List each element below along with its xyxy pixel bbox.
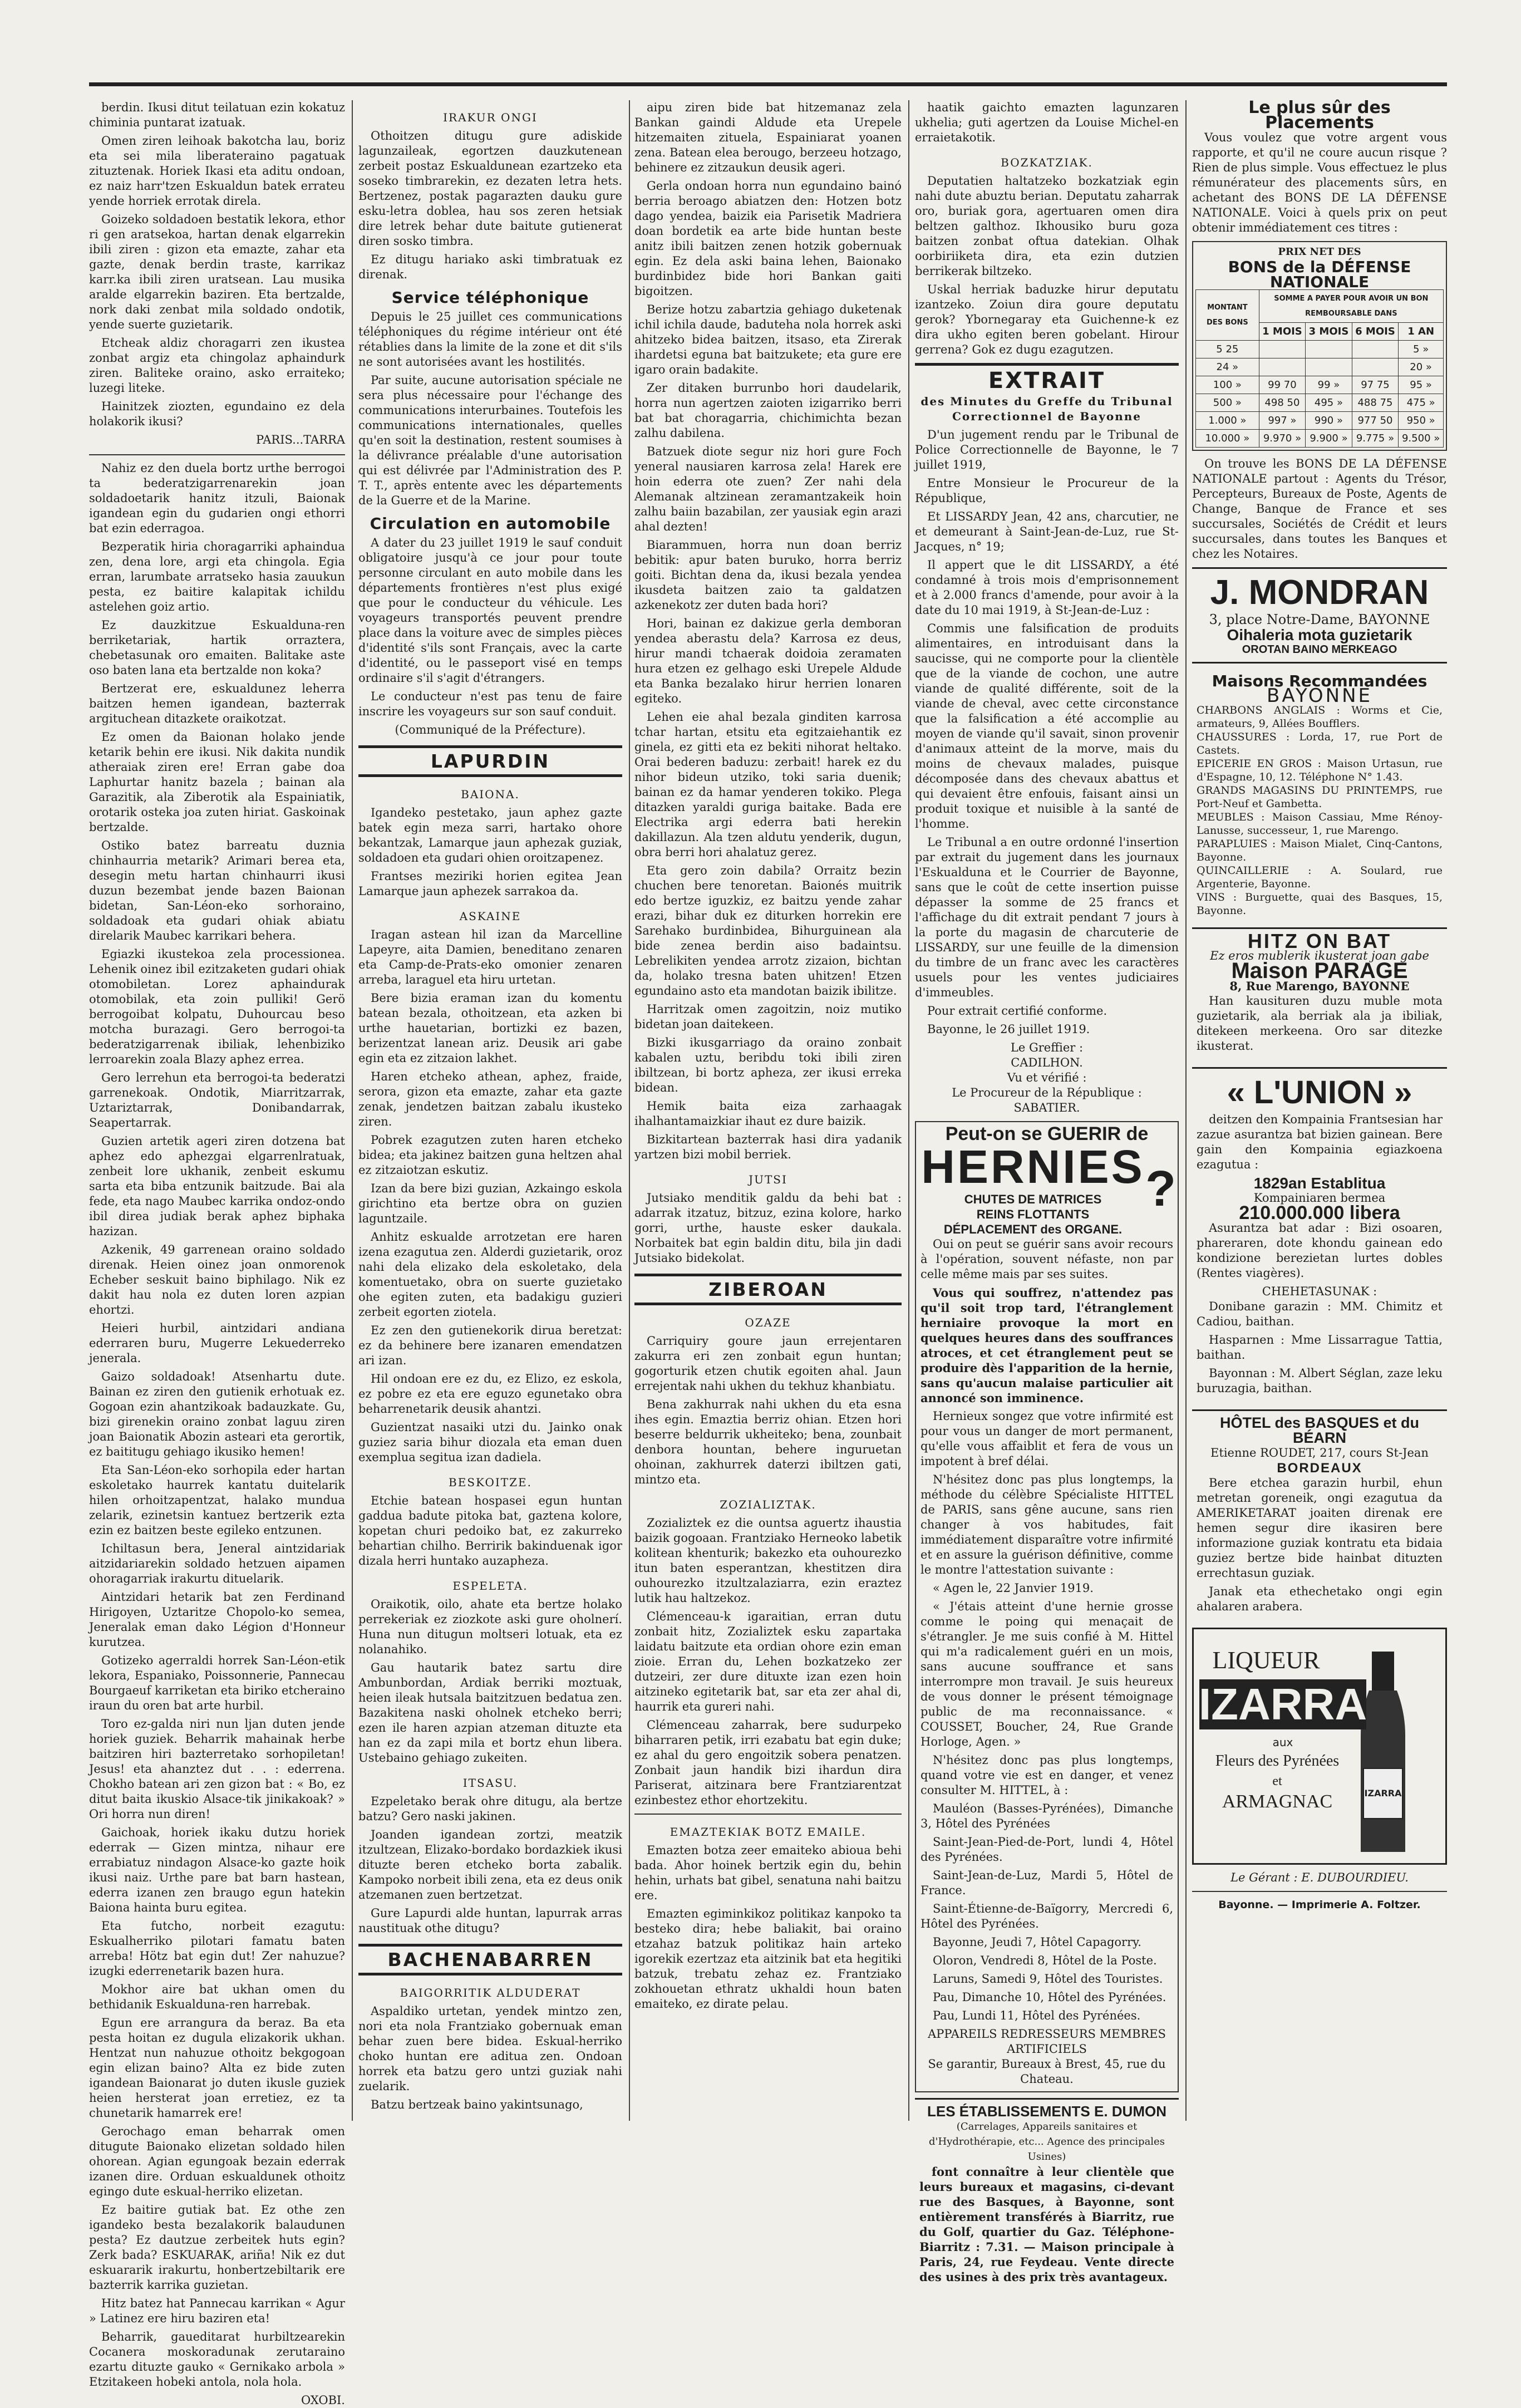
hotel-text: Janak eta ethechetako ongi egin ahalaren arabera. — [1197, 1585, 1443, 1613]
paragraph: Mokhor aire bat ukhan omen du bethidanik Eskualduna-ren harrebak. — [89, 1983, 345, 2011]
paragraph: Biarammuen, horra nun doan berriz bebitik: apur baten buruko, horra berriz goiti. Bichtan dena da, ikusi bezala yendea ikusdeta baitzen zaio ta galdatzen azkenekotz zer duten bada hori? — [634, 538, 902, 612]
mondran-address: 3, place Notre-Dame, BAYONNE — [1209, 612, 1430, 627]
paragraph: Beharrik, gaueditarat hurbiltzearekin Cocanera moskoradunak zerutaraino ezartu dituzte gauko « Gernikako arbola » Etzitakeen hobeki antola, nola hola. — [89, 2330, 345, 2389]
section-kicker: ZOZIALIZTAK. — [720, 1498, 816, 1511]
dumon-ad-text: font connaître à leur clientèle que leurs bureaux et magasins, ci-devant rue des Basques, à Bayonne, sont entièrement transférés à Biarritz, rue du Golf, quartier du Gaz. Téléphone-Biarritz : 7.31. — Maison principale à Paris, 24, rue Feydeau. Vente directe des usines à des prix très avantageux. — [919, 2165, 1174, 2284]
paragraph: Omen ziren leihoak bakotcha lau, boriz eta sei mila liberateraino pagatuak zituztenak. Horiek Ikasi eta aditu ondoan, ez naiz harr'tzen Eskualdun batek errateu yende horriek errotak direla. — [89, 134, 345, 208]
ad-paragraph: N'hésitez donc pas plus longtemps, la méthode du célèbre Spécialiste HITTEL de PARIS, sans gêne aucune, sans rien changer à vos habitudes, fait immédiatement disparaître votre infirmité et en assure la guérison définitive, comme le montre l'attestation suivante : — [921, 1473, 1173, 1576]
paragraph: Et LISSARDY Jean, 42 ans, charcutier, ne et demeurant à Saint-Jean-de-Luz, rue St-Jacques, n° 19; — [915, 510, 1179, 553]
table-row — [1196, 412, 1444, 430]
ad-paragraph: Saint-Étienne-de-Baïgorry, Mercredi 6, Hôtel des Pyrénées. — [921, 1902, 1173, 1930]
section-kicker: IRAKUR ONGI — [443, 111, 538, 124]
paragraph: Ezpeletako berak ohre ditugu, ala bertze batzu? Gero naski jakinen. — [358, 1795, 622, 1823]
table-cell: 20 » — [1399, 358, 1444, 376]
signature: (Communiqué de la Préfecture). — [395, 723, 586, 736]
paragraph: Lehen eie ahal bezala ginditen karrosa tchar hartan, etsitu eta egitzaiehantik ez ginela, ez gitti eta ez bekiti nihorat heltako. Orai bederen baduzu: zerbait! harek ez du nihor bideun utziko, toki saria duenik; bainan ez da hamar yenderen tokiko. Plega ditazken yaraldi guriga baitake. Bada ere Electrika argi ederra bati herekin dakillazun. Ala tzen aldutu yenderik, dugun, obra berri hori ahalatuz gerez. — [634, 710, 902, 859]
paragraph: Deputatien haltatzeko bozkatziak egin nahi dute abuztu berian. Deputatu zaharrak oro, buriak gora, agertuaren omen dira beltzen galthoz. Ikhousiko buru goza baitzen zonbat oftua datekian. Olhak oorbiriiketa dira, eta ezin dutzien berrikerak biltzeko. — [915, 174, 1179, 278]
list-item: CHAUSSURES : Lorda, 17, rue Port de Castets. — [1197, 731, 1443, 756]
maisons-city: BAYONNE — [1267, 685, 1372, 707]
table-cell: 95 » — [1399, 376, 1444, 394]
parage-name: Maison PARAGE — [1231, 959, 1408, 983]
table-row — [1196, 290, 1444, 323]
paragraph: Eta gero zoin dabila? Orraitz bezin chuchen bere tenoretan. Baionés muitrik edo bertze iguzkiz, ez baitzu yende zahar erazi, bihar duk ez diturken horrekin ere Sarehako burdinbidea, Bihurguinean ala bide zenea berdin aiso badaintsu. Lebrelikiten yendea arrotz zizaion, bichtan da, holako tresna baten uhitzen! Etzen egundaino asto eta mandotan baizik ibilitze. — [634, 864, 902, 997]
paragraph: Hori, bainan ez dakizue gerla demboran yendea aberastu dela? Karrosa ez deus, hirur mandi tchaerak doidoia zeramaten hura etzen ez gelhago eski Urepele Aldude eta Banka bezalako hirur herrien lonaren egiteko. — [634, 617, 902, 705]
paragraph: Eta futcho, norbeit ezagutu: Eskualherriko pilotari famatu baten arreba! Hötz bat egin dut! Zer nahuzue? izugki ederrenetarik bazen hura. — [89, 1919, 345, 1978]
ad-paragraph: Saint-Jean-de-Luz, Mardi 5, Hôtel de France. — [921, 1869, 1173, 1897]
bons-title: BONS de la DÉFENSE NATIONALE — [1228, 258, 1411, 291]
parage-headline: HITZ ON BAT — [1247, 930, 1392, 952]
paragraph: Le conducteur n'est pas tenu de faire inscrire les voyageurs sur son sauf conduit. — [358, 690, 622, 718]
union-text: Asurantza bat adar : Bizi osoaren, phareraren, dote khondu gainean edo kondizione berezietan lurtes dobles (Rentes viagères). — [1197, 1221, 1443, 1280]
ad-paragraph: « J'étais atteint d'une hernie grosse comme le poing qui menaçait de s'étrangler. Je me suis confié à M. Hittel qui m'a radicalement guéri en un mois, sans aucune souffrance et sans interrompre mon travail. Je suis heureux de vous donner le présent témoignage public de ma reconnaissance. « COUSSET, Boucher, 24, Rue Grande Horloge, Agen. » — [921, 1600, 1173, 1748]
paragraph: Bizkitartean bazterrak hasi dira yadanik yartzen bizi mobil berriek. — [634, 1133, 902, 1161]
paragraph: Gaichoak, horiek ikaku dutzu horiek ederrak — Gizen mintza, nihaur ere errabiatuz nindagon Alsace-ko gazte hoik ikusi naiz. Urthe pare bat barn hastean, ederra izanen zen braugo egun hatekin Baiona hainta buru egitea. — [89, 1826, 345, 1914]
section-kicker: ITSASU. — [462, 1776, 518, 1790]
izarra-aux: aux — [1272, 1736, 1293, 1749]
paragraph: Emazten egiminkikoz politikaz kanpoko ta besteko dira; hebe baliakit, bai oraino etzahaz batzuk politikaz hain arteko igorekik ezertzaz eta aitzinik bat eta hegitiki batzuk, trebatu zehaz ez. Frantziako zokhouetan ethratz ukhaldi houn baten emaiteko, ez dirate pelau. — [634, 1907, 902, 2011]
table-row — [1196, 376, 1444, 394]
table-cell: 5 » — [1399, 341, 1444, 358]
column-5 — [1192, 100, 1447, 2115]
paragraph: aipu ziren bide bat hitzemanaz zela Bankan gaindi Aldude eta Urepele hitzemaiten zituela, Espainiarat yoanen zena. Batean elea berougo, berzeeu hotzago, behinere ez zitzaukun deusik ageri. — [634, 101, 902, 174]
paragraph: Joanden igandean zortzi, meatzik itzultzean, Elizako-bordako bordazkiek ikusi dituzte beren etcheko borta zabalik. Kampoko norbeit ibili zena, eta ez deus onik atzemanen zuen bertzetzat. — [358, 1828, 622, 1901]
izarra-brand: IZARRA — [1198, 1679, 1367, 1729]
list-item: QUINCAILLERIE : A. Soulard, rue Argenterie, Bayonne. — [1197, 864, 1443, 890]
hernies-ad-sub: DÉPLACEMENT des ORGANE. — [943, 1222, 1123, 1236]
paragraph: Zer ditaken burrunbo hori daudelarik, horra nun agertzen zaioten izigarriko berri bat bat choragarria, chichimichta bezan zalhu dabilena. — [634, 381, 902, 440]
divider — [915, 363, 1179, 366]
izarra-line: ARMAGNAC — [1222, 1791, 1333, 1812]
table-cell — [1352, 358, 1399, 376]
paragraph: Bere bizia eraman izan du komentu batean bezala, othoitzean, eta azken bi urthe hauetarian, bortizki ez bazen, berizentzat lanean ariz. Deusik ari gabe egin eta ez zitzaion lakhet. — [358, 991, 622, 1065]
union-agent: Donibane garazin : MM. Chimitz et Cadiou, baithan. — [1197, 1300, 1443, 1328]
maisons-title: Maisons Recommandées — [1212, 672, 1428, 690]
dumon-ad-sub: (Carrelages, Appareils sanitaires et d'Hydrothérapie, etc... Agence des principales Usines) — [929, 2121, 1165, 2163]
table-cell: 475 » — [1399, 394, 1444, 412]
paragraph: Gerla ondoan horra nun egundaino bainó berria beroago abiatzen den: Hotzen botz dago yendea, baizik eia Parisetik Madriera doan bordetik ea arte bide huntan beste anitz ibili baitzen zenen hotzik gobernuak egin. Ez dela aski baina lehen, Baionako burdinbidez bide hori Bankan gaiti bigoitzen. — [634, 179, 902, 298]
paragraph: Ostiko batez barreatu duznia chinhaurria metarik? Arimari berea eta, desegin metu hartan chinhaurri ikusi duzun bezembat jende bazen Baionan bidetan, San-Léon-eko sorhoraino, soldadoak eta gudari ohiak abiatu direlarik Maubec karrikari behera. — [89, 839, 345, 942]
paragraph: Pour extrait certifié conforme. — [927, 1004, 1107, 1018]
mondran-ad — [1192, 567, 1447, 664]
ad-paragraph: Mauléon (Basses-Pyrénées), Dimanche 3, Hôtel des Pyrénées — [921, 1802, 1173, 1830]
paragraph: Gure Lapurdi alde huntan, lapurrak arras naustituak othe ditugu? — [358, 1906, 622, 1935]
mondran-slogan: Oihaleria mota guzietarik — [1227, 626, 1412, 643]
list-item: PARAPLUIES : Maison Mialet, Cinq-Cantons, Bayonne. — [1197, 838, 1443, 863]
paragraph: Gau hautarik batez sartu dire Ambunbordan, Ardiak berriki moztuak, heien ileak hutsala baitzitzuen bedatua zen. Bazakitena naski oholnek etcheko berri; ezen ile haren azpian atzeman dituzte eta han ez da zapi mila et bortz ehun libera. Ustebaino gehiago zukeiten. — [358, 1661, 622, 1765]
paragraph: Ez omen da Baionan holako jende ketarik behin ere ikusi. Nik dakita nundik atheraiak ziren ere! Erran gabe doa Laphurtar hanitz bazela ; bainan ala Garazitik, ala Ziberotik ala Espainiatik, orotarik osteka joa zuten hiriat. Gaskoinak bertzalde. — [89, 730, 345, 834]
table-cell: 498 50 — [1259, 394, 1306, 412]
table-cell — [1259, 358, 1306, 376]
column-divider — [629, 100, 630, 2121]
paragraph: Bizki ikusgarriago da oraino zonbait kabalen uztu, beribdu toki ibili ziren ibiltzean, bi bortz apheza, zer ikusi erreka bidean. — [634, 1036, 902, 1094]
ad-paragraph: Laruns, Samedi 9, Hôtel des Touristes. — [933, 1972, 1163, 1986]
list-item: VINS : Burguette, quai des Basques, 15, Bayonne. — [1197, 891, 1443, 917]
parage-text: Han kausituren duzu muble mota guzietarik, ala berriak ala ja ibiliak, ditekeen merkeena. Oro sar ditezke ikusterat. — [1197, 994, 1443, 1053]
newspaper-page — [89, 78, 1447, 2407]
izarra-line: Fleurs des Pyrénées — [1215, 1752, 1340, 1770]
gerant-line: Le Gérant : E. DUBOURDIEU. — [1230, 1871, 1409, 1884]
divider — [89, 454, 345, 455]
paragraph: Bezperatik hiria choragarriki aphaindua zen, dena lore, argi eta chingola. Egia erran, larumbate arratseko hasia zauukun pesta, ez baitire kalapitak ichildu astelehen goiz artio. — [89, 540, 345, 613]
parage-ad — [1192, 927, 1447, 1062]
paragraph: Batzu bertzeak baino yakintsunago, — [371, 2098, 583, 2111]
paragraph: Etcheak aldiz choragarri zen ikustea zonbat argiz eta chingolaz aphaindurk ziren. Baliteke oraino, asko erraiteko; luzegi liteke. — [89, 336, 345, 395]
table-row — [1196, 430, 1444, 448]
hernies-ad-title: HERNIES — [921, 1141, 1145, 1193]
hotel-ad — [1192, 1409, 1447, 1622]
izarra-liqueur: LIQUEUR — [1212, 1647, 1320, 1674]
paragraph: Haren etcheko athean, aphez, fraide, serora, gizon eta emazte, zahar eta gazte zenak, jendetzen baitzan zabalu ikusteko ziren. — [358, 1070, 622, 1128]
paragraph: Gotizeko agerraldi horrek San-Léon-etik lekora, Espaniako, Poissonnerie, Pannecau Bourgaeuf karriketan eta biriko etcheraino iraun du oren bat arte hurbil. — [89, 1654, 345, 1712]
section-kicker: EMAZTEKIAK BOTZ EMAILE. — [670, 1825, 867, 1839]
paragraph: Le Tribunal a en outre ordonné l'insertion par extrait du jugement dans les journaux l'Eskualduna et le Courrier de Bayonne, sans que le coût de cette insertion puisse dépasser la somme de 25 francs et l'affichage du dit extrait pendant 7 jours à la porte du magasin de charcuterie de LISSARDY, sur une feuille de la dimension du timbre de un franc avec les caractères usuels pour les ventes judiciaires d'immeubles. — [915, 836, 1179, 999]
table-cell: 99 » — [1306, 376, 1352, 394]
table-cell: 495 » — [1306, 394, 1352, 412]
hotel-address: Etienne ROUDET, 217, cours St-Jean — [1210, 1446, 1429, 1459]
table-cell: 950 » — [1399, 412, 1444, 430]
top-rule — [89, 82, 1447, 86]
ad-footer: Se garantir, Bureaux à Brest, 45, rue du Chateau. — [928, 2057, 1166, 2086]
table-header: 1 MOIS — [1259, 323, 1306, 341]
paragraph: Toro ez-galda niri nun ljan duten jende horiek guziek. Beharrik mahainak herbe baitziren hiri bazterretako sorhopiletan! Jesus! eta ahanztez dut . . : ederrena. Chokho batean ari zen gizon bat : « Bo, ez ditut baita ikuskio Alsace-tik jinikakoak? » Ori horra nun diren! — [89, 1717, 345, 1821]
hernies-ad-lead: Peut-on se GUERIR de — [945, 1123, 1149, 1144]
table-cell: 1.000 » — [1196, 412, 1259, 430]
paragraph: Heieri hurbil, aintzidari andiana ederraren buru, Mugerre Lekuederreko jenerala. — [89, 1321, 345, 1365]
hernies-ad-sub: REINS FLOTTANTS — [976, 1207, 1090, 1221]
paragraph: Harritzak omen zagoitzin, noiz mutiko bidetan joan daitekeen. — [634, 1002, 902, 1031]
hernies-ad — [915, 1121, 1179, 2092]
paragraph: Hainitzek ziozten, egundaino ez dela holakorik ikusi? — [89, 400, 345, 428]
paragraph: Aintzidari hetarik bat zen Ferdinand Hirigoyen, Uztaritze Chopolo-ko semea, Jeneralak eman dako Légion d'Honneur kurutzea. — [89, 1590, 345, 1649]
table-cell: 500 » — [1196, 394, 1259, 412]
paragraph: Gerochago eman beharrak omen ditugute Baionako elizetan soldado hilen ohorean. Agian egungoak bezain ederrak izanen dire. Orduan eskualdunek othoitz egingo dute eskual-herriko elizetan. — [89, 2125, 345, 2198]
hernies-ad-header — [921, 1141, 1176, 1237]
paragraph: Eta San-Léon-eko sorhopila eder hartan eskoletako haurrek kantatu duitelarik hilen orhoitzapentzat, halako mundua zelarik, ezinetsin kantuez bertzerik ezta ezin ez baitzen beste egileko entzunen. — [89, 1463, 345, 1537]
ad-paragraph: « Agen le, 22 Janvier 1919. — [933, 1581, 1094, 1595]
paragraph: Ichiltasun bera, Jeneral aintzidariak aitzidariarekin soldado hetzuen aipamen ohoragarriak irakurtu dituelarik. — [89, 1542, 345, 1585]
hernies-ad-sub: CHUTES DE MATRICES — [964, 1192, 1102, 1206]
column-divider — [908, 100, 909, 2121]
table-cell: 10.000 » — [1196, 430, 1259, 448]
imprint-line: Bayonne. — Imprimerie A. Foltzer. — [1218, 1899, 1421, 1911]
table-cell: 990 » — [1306, 412, 1352, 430]
ad-paragraph: Oloron, Vendredi 8, Hôtel de la Poste. — [933, 1954, 1157, 1967]
ad-paragraph: Bayonne, Jeudi 7, Hôtel Capagorry. — [933, 1935, 1141, 1949]
list-item: MEUBLES : Maison Cassiau, Mme Rénoy-Lanusse, successeur, 1, rue Marengo. — [1197, 811, 1443, 837]
ad-paragraph: Vous qui souffrez, n'attendez pas qu'il soit trop tard, l'étranglement herniaire provoque la mort en quelques heures dans des souffrances atroces, et cet étranglement peut se produire dès l'apparition de la hernie, sans qu'aucun malaise particulier ait annoncé son imminence. — [921, 1286, 1173, 1405]
greffier-name: CADILHON. — [1011, 1056, 1083, 1069]
paragraph: Berize hotzu zabartzia gehiago duketenak ichil ichila daude, baduteha nola horrek aski ahitzeko bidea baitzen, itsaso, eta Zirerak ihardetsi eguna bat baitzukete; eta gure ere igaro orain badakite. — [634, 303, 902, 376]
table-cell: 5 25 — [1196, 341, 1259, 358]
paragraph: Iragan astean hil izan da Marcelline Lapeyre, aita Damien, beneditano zenaren eta Camp-de-Prats-eko omonier zenaren arreba, laraguel eta hiru urtetan. — [358, 928, 622, 986]
hotel-city: BORDEAUX — [1277, 1461, 1362, 1476]
paragraph: Par suite, aucune autorisation spéciale ne sera plus nécessaire pour l'échange des communications interurbaines. Toutefois les communications internationales, quelles qu'en soit la destination, restent soumises à la délivrance préalable d'une autorisation qui est délivrée par l'Administration des P. T. T., après entente avec les départements de la Guerre et de la Marine. — [358, 374, 622, 507]
paragraph: Ez zen den gutienekorik dirua beretzat: ez da behinere bere izanaren emendatzen ari izan. — [358, 1324, 622, 1367]
paragraph: Gaizo soldadoak! Atsenhartu dute. Bainan ez ziren den gutienik erhotuak ez. Gogoan ezin ahantzikoak badauzkate. Gu, bizi girenekin oraino zonbat laguu ziren joan Baionatik Abozin asteari eta gerortik, ez baititugu gehiago ikusiko hemen! — [89, 1370, 345, 1458]
hotel-name: HÔTEL des BASQUES et du BÉARN — [1219, 1414, 1420, 1446]
procureur-name: SABATIER. — [1013, 1101, 1080, 1114]
paragraph: Entre Monsieur le Procureur de la République, — [915, 476, 1179, 505]
section-kicker: BAIGORRITIK ALDUDERAT — [400, 1986, 581, 1999]
table-cell: 488 75 — [1352, 394, 1399, 412]
table-row — [1196, 358, 1444, 376]
placements-ad-title: Le plus sûr des Placements — [1248, 98, 1391, 132]
paragraph: Clémenceau zaharrak, bere sudurpeko biharraren petik, irri ezabatu bat egin duke; ez ahal du gero engoitzik sobera penatzen. Zonbait jaun handik bizi ihardun dira Pariserat, aitzinara bere Frantziarentzat ezinbestez ethor ehortzekitu. — [634, 1718, 902, 1807]
divider — [1192, 1891, 1447, 1892]
paragraph: Aspaldiko urtetan, yendek mintzo zen, nori eta nola Frantziako gobernuak eman behar zuen bere bidea. Eskual-herriko choko huntan ere aditua zen. Ondoan horrek eta batzu gero untzi guziak nahi zuelarik. — [358, 2004, 622, 2093]
paragraph: Etchie batean hospasei egun huntan gaddua badute pitoka bat, gaztena kolore, kopetan churi pedoiko bat, ez zakurreko behartian chilho. Berririk bakinduenak igor dizala herri huntako auzapheza. — [358, 1494, 622, 1567]
placements-ad-footer: On trouve les BONS DE LA DÉFENSE NATIONALE partout : Agents du Trésor, Percepteurs, Bureaux de Poste, Agents de Change, Banque de France et ses succursales, Sociétés de Crédit et leurs succursales, dans toutes les Banques et chez les Notaires. — [1192, 457, 1447, 561]
paragraph: Ez baitire gutiak bat. Ez othe zen igandeko besta bezalakorik balaudunen pesta? Ez dautzue zerbeitek huts egin? Zerk bada? ESKUARAK, ariña! Nik ez dut eskuararik irakurtu, honbertzebiltarik ere bazterrik karrika guzietan. — [89, 2203, 345, 2292]
union-agent: Hasparnen : Mme Lissarrague Tattia, baithan. — [1197, 1333, 1443, 1362]
paragraph: Hil ondoan ere ez du, ez Elizo, ez eskola, ez pobre ez eta ere eguzo egunetako obra beharrenetarik deusik ahantzi. — [358, 1372, 622, 1416]
paragraph: Jutsiako menditik galdu da behi bat : adarrak itzatuz, bitzuz, ezina kolore, harko gorri, urthe, hauste esker daukala. Norbaitek bat egin baldin ditu, bila jin dadi Jutsiako bidekolat. — [634, 1191, 902, 1265]
table-cell: 9.900 » — [1306, 430, 1352, 448]
table-header: SOMME A PAYER POUR AVOIR UN BON REMBOURSABLE DANS — [1259, 290, 1443, 323]
paragraph: Frantses meziriki horien egitea Jean Lamarque jaun aphezek sarrakoa da. — [358, 869, 622, 898]
paragraph: Emazten botza zeer emaiteko abioua behi bada. Ahor hoinek bertzik egin du, behin hehin, urhats bat gibel, senatuna nahi baitzu ere. — [634, 1844, 902, 1902]
paragraph: Egiazki ikustekoa zela processionea. Lehenik oinez ibil ezitzaketen gudari ohiak otomobiletan. Lorez aphaindurak otomobilak, eta zoin pulliki! Gerö berrogoibat kolpatu, Duhourcau beso motcha burazagi. Gero berrogoi-ta bederatzigarrenak ibiliak, lehenbiziko lerroarekin zoala Blazy aphez errea. — [89, 947, 345, 1066]
column-2 — [358, 100, 622, 2115]
ad-paragraph: N'hésitez donc pas plus longtemps, quand votre vie est en danger, et venez consulter M. HITTEL, à : — [921, 1753, 1173, 1797]
section-kicker: OZAZE — [745, 1316, 791, 1329]
paragraph: Othoitzen ditugu gure adiskide lagunzaileak, egortzen dauzkutenean zerbeit postaz Eskualdunean ezartzeko eta soseko timbrarekin, ez dezaten letra hets. Bertzenez, postak pagarazten dauku gure esku-letra doblea, hau sos zeren hetsiak dire letrek behar dute baitute gutienerat diren sosko timbra. — [358, 129, 622, 248]
paragraph: Bayonne, le 26 juillet 1919. — [927, 1023, 1090, 1036]
paragraph: Ez ditugu hariako aski timbratuak ez direnak. — [358, 253, 622, 281]
mondran-name: J. MONDRAN — [1210, 573, 1429, 612]
paragraph: Uskal herriak baduzke hirur deputatu izantzeko. Zoiun dira goure deputatu gerok? Ybornegaray eta Guichenne-k ez dira ukho egiten beren gobelant. Hirour gerrena? Gok ez dugu ezagutzen. — [915, 283, 1179, 356]
placements-ad-text: Vous voulez que votre argent vous rapporte, et qu'il ne coure aucun risque ? Rien de plus simple. Vous effectuez le plus rémunérateur des placements sûrs, en achetant des BONS DE LA DÉFENSE NATIONALE. Voici à quels prix on peut obtenir immédiatement ces titres : — [1192, 131, 1447, 234]
maisons-ad — [1192, 669, 1447, 922]
divider — [634, 1814, 902, 1815]
hotel-text: Bere etchea garazin hurbil, ehun metretan goreneik, ongi ezagutua da AMERIKETARAT joaiten direnak ere hemen segur dire ikasiren bere informazione guziak kontratu eta bidaia guziez bertze bide hainbat dituzten errechtasun guziak. — [1197, 1476, 1443, 1580]
list-item: CHARBONS ANGLAIS : Worms et Cie, armateurs, 9, Allées Boufflers. — [1197, 704, 1443, 730]
bottle-icon — [1361, 1652, 1405, 1852]
section-kicker: BOZKATZIAK. — [1001, 156, 1093, 169]
legal-notice-subtitle: des Minutes du Greffe du Tribunal Correctionnel de Bayonne — [921, 395, 1173, 423]
column-divider — [1185, 100, 1187, 2121]
table-header: 1 AN — [1399, 323, 1444, 341]
table-cell: 24 » — [1196, 358, 1259, 376]
section-kicker: BAIONA. — [461, 788, 520, 801]
paragraph: Commis une falsification de produits alimentaires, en introduisant dans la saucisse, qui ne comporte pour la clientèle que de la viande de cochon, une autre viande de qualité différente, soit de la viande de cheval, avec cette circonstance que la falsification a été accomplie au moyen de viande qu'il savait, sinon provenir d'animaux atteint de la morve, mais du moins de chevaux malades, puisque décomposée dans des chevaux abattus et qui devaient être enfouis, faisant ainsi un produit toxique et nuisible à la santé de l'homme. — [915, 622, 1179, 830]
column-1 — [89, 100, 345, 2407]
parage-address: 8, Rue Marengo, BAYONNE — [1229, 979, 1410, 993]
paragraph: Bertzerat ere, eskualdunez leherra baitzen hemen igandean, bazterrak argituchean ditazkete oraikotzat. — [89, 682, 345, 725]
section-heading: ZIBEROAN — [634, 1274, 902, 1305]
union-agents-title: CHEHETASUNAK : — [1262, 1285, 1377, 1298]
dumon-ad — [915, 2098, 1179, 2292]
union-ad — [1192, 1067, 1447, 1404]
paragraph: Pobrek ezagutzen zuten haren etcheko bidea; eta jakinez baitzen guna heltzen ahal ez zitzaiotzan eskutiz. — [358, 1133, 622, 1177]
izarra-art — [1194, 1629, 1446, 1861]
mondran-slogan-2: OROTAN BAINO MERKEAGO — [1242, 643, 1397, 656]
column-3 — [634, 100, 902, 2115]
table-cell: 9.970 » — [1259, 430, 1306, 448]
table-cell: 97 75 — [1352, 376, 1399, 394]
table-cell: 99 70 — [1259, 376, 1306, 394]
paragraph: Egun ere arrangura da beraz. Ba eta pesta hoitan ez dugula elizakorik ukhan. Hentzat nun nahuzue othoitz bekgogoan egin elizan baino? Alta ez bide zuten igandean Baionarat jo duten ikusle guziek heien hersterat joan erretiez, ez ta chunetarik hamarrek ere! — [89, 2016, 345, 2120]
paragraph: Anhitz eskualde arrotzetan ere haren izena ezagutua zen. Alderdi guzietarik, oroz nahi dela elizako dela eskoletako, dela komentuetako, obra on suerte guzietako ohe egiten zuten, eta badakigu guzieri zerbeit egorten ziotela. — [358, 1230, 622, 1319]
column-4 — [915, 100, 1179, 2284]
list-item: EPICERIE EN GROS : Maison Urtasun, rue d'Espagne, 10, 12. Téléphone N° 1.43. — [1197, 758, 1443, 783]
paragraph: Guzien artetik ageri ziren dotzena bat aphez edo aphezgai elgarrenlratuak, zenbeit lore ukhanik, zenbeit eskumu sarta eta biba entzunik baitzude. Bai ala fede, eta nago Maubec karrika ondoz-ondo ibil direa judiak berak aphez biphaka hazizan. — [89, 1134, 345, 1238]
table-cell — [1306, 341, 1352, 358]
table-row — [1196, 394, 1444, 412]
paragraph: Goizeko soldadoen bestatik lekora, ethor ri gen aratsekoa, hartan denak elgarrekin ibili ziren : gizon eta emazte, zahar eta gazte, denak berdin traste, karrikaz karr.ka ibili ziren uratsean. Lau musika aralde elgarrekin baziren. Eta bertzalde, nork daki zenbat mila soldado ondotik, yende suerte guzietarik. — [89, 213, 345, 331]
parage-sub: Ez eros mublerik ikusterat joan gabe — [1210, 949, 1429, 962]
paragraph: Hemik baita eiza zarhaagak ihalhantamaizkiar ihaut ez dure baizik. — [634, 1099, 902, 1128]
paragraph: Ez dauzkitzue Eskualduna-ren berriketariak, hartik orraztera, chebetasunak oro emaiten. Balitake aste oso baten lana eta bertzalde non koka? — [89, 618, 345, 677]
table-cell — [1259, 341, 1306, 358]
paragraph: Depuis le 25 juillet ces communications téléphoniques du régime intérieur ont été rétablies dans la limite de la zone et dit s'ils ne sont autorisées avant les hostilités. — [358, 310, 622, 368]
izarra-ad — [1192, 1628, 1447, 1865]
question-mark: ? — [1145, 1161, 1176, 1217]
bottle-label: IZARRA — [1364, 1788, 1402, 1798]
table-cell: 9.775 » — [1352, 430, 1399, 448]
ad-paragraph: Pau, Dimanche 10, Hôtel des Pyrénées. — [933, 1991, 1166, 2004]
union-amount: 210.000.000 libera — [1239, 1202, 1400, 1223]
paragraph: Izan da bere bizi guzian, Azkaingo eskola girichtino eta bertze obra on guzien laguntzaile. — [358, 1182, 622, 1225]
union-agent: Bayonnan : M. Albert Séglan, zaze leku buruzagia, baithan. — [1197, 1367, 1443, 1395]
procureur-label: Le Procureur de la République : — [952, 1086, 1142, 1099]
paragraph: Bena zakhurrak nahi ukhen du eta esna ihes egin. Emaztia berriz ohian. Etzen hori beserre beldurrik ukheiteko; bena, zounbait denbora hountan, behere inguruetan ohoinan, zakhurrek daterzi ibiltzen gati, mintzo eta. — [634, 1398, 902, 1486]
section-kicker: ESPELETA. — [452, 1579, 528, 1593]
paragraph: Zozializtek ez die ountsa aguertz ihaustia baizik gogoaan. Frantziako Herneoko labetik kolitean khenturik; bakezko eta ouhourezko itun baten esperantzan, khestitzen dira ouhourezko itzultzalaziarra, ezin eraztez lutik hau haltzekoz. — [634, 1516, 902, 1605]
signature: PARIS...TARRA — [256, 433, 345, 446]
paragraph: Guzientzat nasaiki utzi du. Jainko onak guziez saria bihur diozala eta eman duen exemplua segitua izan dadiela. — [358, 1421, 622, 1464]
paragraph: berdin. Ikusi ditut teilatuan ezin kokatuz chiminia puntarat izatuak. — [89, 101, 345, 129]
ad-footer: APPAREILS REDRESSEURS MEMBRES ARTIFICIELS — [928, 2027, 1166, 2056]
table-header: MONTANT DES BONS — [1196, 290, 1259, 341]
column-divider — [352, 100, 353, 2121]
section-heading: LAPURDIN — [358, 745, 622, 777]
list-item: GRANDS MAGASINS DU PRINTEMPS, rue Port-Neuf et Gambetta. — [1197, 784, 1443, 810]
union-year: 1829an Establitua — [1253, 1174, 1386, 1192]
dumon-ad-title: LES ÉTABLISSEMENTS E. DUMON — [927, 2103, 1166, 2120]
union-guarantee-label: Kompainiaren bermea — [1253, 1191, 1386, 1205]
ad-paragraph: Hernieux songez que votre infirmité est pour vous un danger de mort permanent, qu'elle vous affaiblit et fera de vous un impotent à bref délai. — [921, 1409, 1173, 1468]
paragraph: Hitz batez hat Pannecau karrikan « Agur » Latinez ere hiru baziren eta! — [89, 2297, 345, 2325]
signature: OXOBI. — [301, 2394, 345, 2407]
verified-label: Vu et vérifié : — [1007, 1071, 1087, 1084]
ad-paragraph: Oui on peut se guérir sans avoir recours à l'opération, souvent néfaste, non par celle même mais par ses suites. — [921, 1237, 1173, 1281]
section-kicker: BESKOITZE. — [449, 1476, 532, 1489]
ad-paragraph: Saint-Jean-Pied-de-Port, lundi 4, Hôtel des Pyrénées. — [921, 1835, 1173, 1864]
section-kicker: JUTSI — [749, 1173, 787, 1186]
bons-head: PRIX NET DES — [1278, 246, 1361, 258]
paragraph: Il appert que le dit LISSARDY, a été condamné à trois mois d'emprisonnement et à 2.000 francs d'amende, pour avoir à la date du 10 mai 1919, à St-Jean-de-Luz : — [915, 558, 1179, 617]
table-cell: 997 » — [1259, 412, 1306, 430]
bons-table — [1195, 289, 1444, 448]
paragraph: Gero lerrehun eta berrogoi-ta bederatzi garrenekoak. Ondotik, Miarritzarrak, Uztariztarrak, Donibandarrak, Seapertarrak. — [89, 1071, 345, 1129]
section-heading: BACHENABARREN — [358, 1944, 622, 1975]
table-cell — [1306, 358, 1352, 376]
legal-notice-title: EXTRAIT — [988, 368, 1106, 394]
paragraph: Clémenceau-k igaraitian, erran dutu zonbait hitz, Zozializtek esku zapartaka laidatu baitzute eta ordian ohore ezin eman zioie. Erran du, Lehen bozkatzeko zer dutzeiri, zer dure dituxte izan ezen hoin aitzineko egitetarik bat, sar eta zer ahal di, haurrik eta gureri nahi. — [634, 1610, 902, 1713]
paragraph: D'un jugement rendu par le Tribunal de Police Correctionnelle de Bayonne, le 7 juillet 1919, — [915, 428, 1179, 471]
table-header: 6 MOIS — [1352, 323, 1399, 341]
ad-paragraph: Pau, Lundi 11, Hôtel des Pyrénées. — [933, 2009, 1141, 2022]
table-cell: 977 50 — [1352, 412, 1399, 430]
union-text: deitzen den Kompainia Frantsesian har zazue asurantza bat bizien gainean. Bere gain den Kompainia egiazkoena ezagutua : — [1197, 1113, 1443, 1171]
paragraph: Carriquiry goure jaun errejentaren zakurra eri zen zonbait egun huntan; gogorturik etzen chutik egoiten ahal. Jaun errejentak nahi ukhen du tekhuz khanbiatu. — [634, 1334, 902, 1393]
paragraph: Oraikotik, oilo, ahate eta bertze holako perrekeriak ez ziozkote aski gure oholnerí. Huna nun ditugun moltseri lotuak, eta ez nolanahiko. — [358, 1598, 622, 1656]
bons-table-box — [1192, 241, 1447, 451]
greffier-label: Le Greffier : — [1010, 1041, 1084, 1054]
table-cell — [1352, 341, 1399, 358]
paragraph: haatik gaichto emazten lagunzaren ukhelia; guti agertzen da Louise Michel-en erraietakotik. — [915, 101, 1179, 144]
table-cell: 100 » — [1196, 376, 1259, 394]
table-cell: 9.500 » — [1399, 430, 1444, 448]
paragraph: Azkenik, 49 garrenean oraino soldado direnak. Heien oinez joan onmorenok Echeber seskuit baino biphilago. Nik ez dakit hau nola ez duten loren azpian ehortzi. — [89, 1243, 345, 1316]
paragraph: A dater du 23 juillet 1919 le sauf conduit obligatoire jusqu'à ce jour pour toute personne circulant en auto mobile dans les départements frontières n'est plus exigé que pour le conducteur du véhicule. Les voyageurs transportés peuvent prendre place dans la voiture avec de simples pièces d'identité s'ils sont Français, avec la carte d'identité, ou le passeport visé en temps ordinaire s'il s'agit d'étrangers. — [358, 536, 622, 685]
union-name: « L'UNION » — [1227, 1074, 1412, 1110]
paragraph: Igandeko pestetako, jaun aphez gazte batek egin meza sarri, hartako ohore bekantzak, Lamarque jaun aphezak guziak, soldadoen eta gudari ohien oroitzapenez. — [358, 806, 622, 864]
paragraph: Nahiz ez den duela bortz urthe berrogoi ta bederatzigarrenarekin joan soldadoetarik hanitz itzuli, Baionak igandean egin du gudarien ongi ethorri bat ezin ederragoa. — [89, 461, 345, 535]
table-row — [1196, 341, 1444, 358]
table-header: 3 MOIS — [1306, 323, 1352, 341]
section-heading: Circulation en automobile — [370, 514, 611, 533]
section-kicker: ASKAINE — [459, 910, 521, 923]
izarra-line: et — [1272, 1774, 1282, 1788]
section-heading: Service téléphonique — [391, 288, 589, 307]
paragraph: Batzuek diote segur niz hori gure Foch yeneral nausiaren karrosa zela! Harek ere hoin ederra ote zuen? Zer nahi dela Alemanak altzinean zeramantzakeik hoin zalhu baiin bazabilan, zer yausiak egin arazi ahal dezten! — [634, 445, 902, 533]
